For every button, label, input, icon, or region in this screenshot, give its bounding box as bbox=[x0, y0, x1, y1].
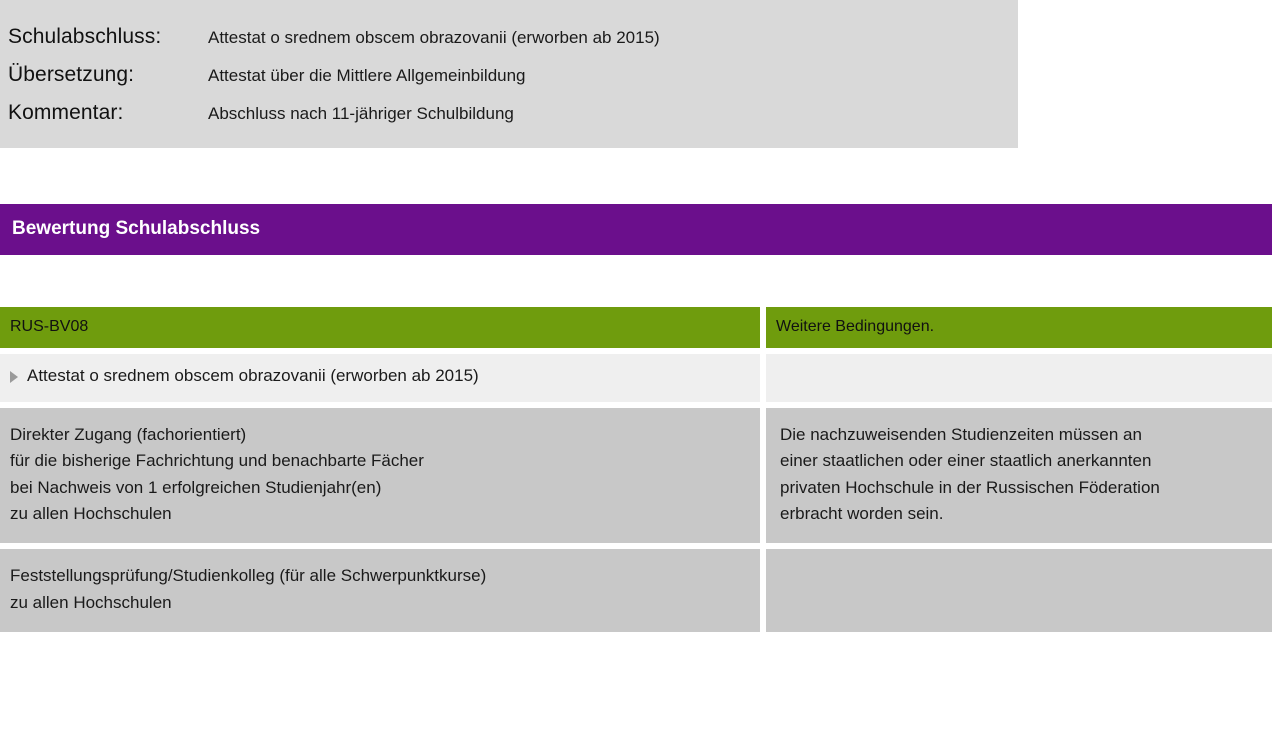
feststellung-line-2: zu allen Hochschulen bbox=[10, 592, 172, 612]
feststellung-line-1: Feststellungsprüfung/Studienkolleg (für alle Schwerpunktkurse) bbox=[10, 566, 487, 586]
table-header-row bbox=[0, 307, 1272, 348]
chevron-right-icon bbox=[10, 371, 18, 383]
info-row-schulabschluss bbox=[0, 18, 1018, 56]
table-cell-conditions bbox=[766, 408, 1272, 543]
table-header-conditions: Weitere Bedingungen. bbox=[766, 307, 1272, 348]
info-value-kommentar: Abschluss nach 11-jähriger Schulbildung bbox=[208, 104, 514, 123]
info-value-schulabschluss: Attestat o srednem obscem obrazovanii (erworben ab 2015) bbox=[208, 28, 660, 47]
info-row-uebersetzung bbox=[0, 56, 1018, 94]
table-row[interactable] bbox=[0, 354, 1272, 402]
table-cell-conditions-empty bbox=[766, 549, 1272, 632]
degree-info-block bbox=[0, 0, 1018, 148]
assessment-table bbox=[0, 307, 1272, 632]
table-cell-access bbox=[0, 408, 760, 543]
conditions-line-3: privaten Hochschule in der Russischen Föderation bbox=[780, 477, 1160, 497]
info-label-kommentar: Kommentar: bbox=[8, 101, 124, 124]
access-line-1: Direkter Zugang (fachorientiert) bbox=[10, 425, 247, 444]
table-row bbox=[0, 408, 1272, 543]
info-label-uebersetzung: Übersetzung: bbox=[8, 63, 135, 86]
table-cell-feststellungspruefung bbox=[0, 549, 760, 632]
table-cell-degree bbox=[0, 354, 760, 402]
table-row bbox=[0, 549, 1272, 632]
conditions-line-4: erbracht worden sein. bbox=[780, 504, 944, 524]
section-title-bewertung-schulabschluss: Bewertung Schulabschluss bbox=[0, 204, 1272, 255]
table-cell-degree-label: Attestat o srednem obscem obrazovanii (erworben ab 2015) bbox=[27, 366, 479, 385]
table-header-code: RUS-BV08 bbox=[0, 307, 760, 348]
info-label-schulabschluss: Schulabschluss: bbox=[8, 25, 162, 48]
info-value-uebersetzung: Attestat über die Mittlere Allgemeinbildung bbox=[208, 66, 526, 85]
access-line-3: bei Nachweis von 1 erfolgreichen Studienjahr(en) bbox=[10, 477, 382, 497]
access-line-2: für die bisherige Fachrichtung und benachbarte Fächer bbox=[10, 451, 424, 471]
conditions-line-2: einer staatlichen oder einer staatlich anerkannten bbox=[780, 451, 1152, 471]
access-line-4: zu allen Hochschulen bbox=[10, 504, 172, 524]
table-cell-conditions-empty bbox=[766, 354, 1272, 402]
info-row-kommentar bbox=[0, 94, 1018, 132]
conditions-line-1: Die nachzuweisenden Studienzeiten müssen an bbox=[780, 425, 1142, 444]
